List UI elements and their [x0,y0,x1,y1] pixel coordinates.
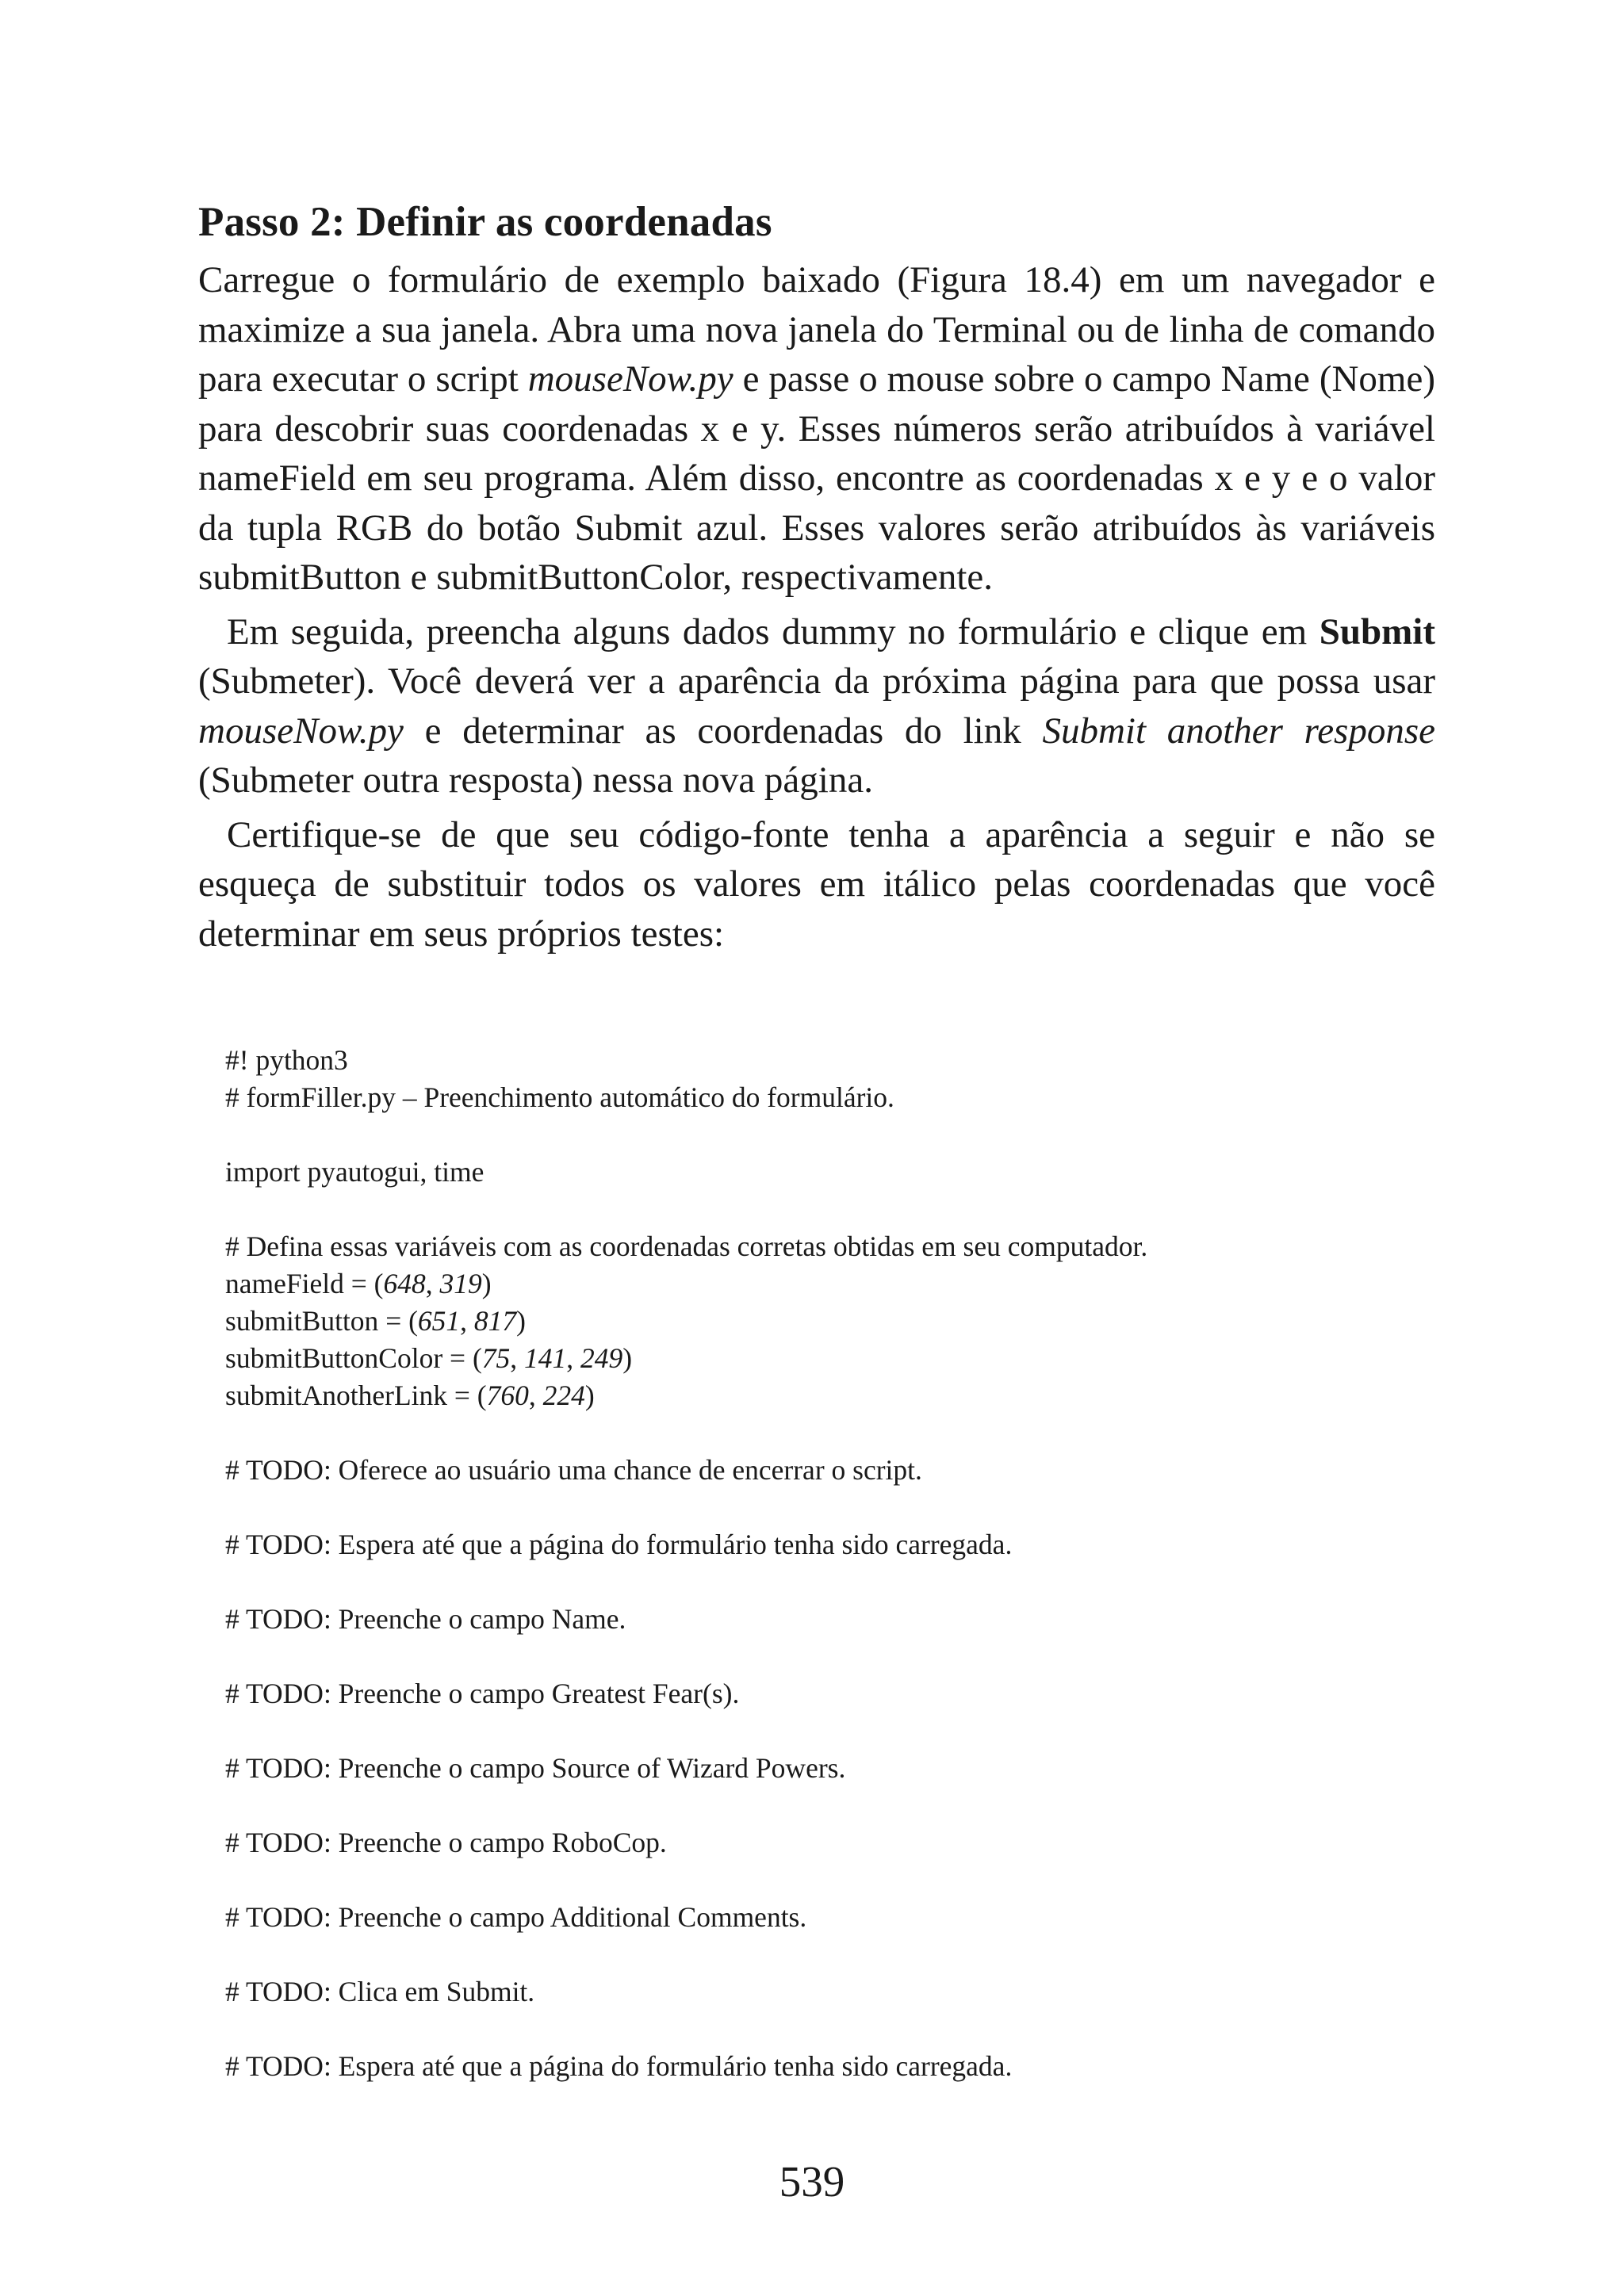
paragraph-2-italic-1: mouseNow.py [198,710,404,752]
code-todo-line: # TODO: Preenche o campo Additional Comments. [225,1901,807,1933]
var-name: nameField [225,1268,344,1299]
paragraph-1-text-2: e passe o mouse sobre o campo Name (Nome) para descobrir suas coordenadas x e y. Esses números serão atribuídos à variável nameField em seu programa. Além disso, encontre as coordenadas x e y e o valor da tupla RGB do botão Submit azul. Esses valores serão atribuídos às variáveis submitButton e submitButtonColor, respectivamente. [198,358,1435,598]
paragraph-1-italic-1: mouseNow.py [527,358,733,400]
coord-value: 224 [542,1380,585,1411]
code-todo-line: # TODO: Clica em Submit. [225,1976,535,2007]
code-todo-line: # TODO: Preenche o campo Greatest Fear(s). [225,1678,740,1709]
code-blank-line [225,1563,1494,1601]
paragraph-2-bold-1: Submit [1319,610,1435,652]
paragraph-1 [198,255,1435,603]
code-line-submitbuttoncolor: submitButtonColor = (75, 141, 249) [225,1342,633,1374]
paragraph-2 [198,607,1435,806]
page-content [198,189,1435,959]
code-line-namefield: nameField = (648, 319) [225,1268,492,1299]
coord-value: 648 [383,1268,426,1299]
code-todo-line: # TODO: Oferece ao usuário uma chance de encerrar o script. [225,1454,922,1486]
paragraph-2-text-4: (Submeter outra resposta) nessa nova página. [198,760,873,801]
coord-value: 651 [417,1305,461,1337]
code-blank-line [225,1936,1494,1973]
section-heading: Passo 2: Definir as coordenadas [198,199,772,245]
code-blank-line [225,1191,1494,1228]
var-name: submitButton [225,1305,379,1337]
paragraph-3 [198,810,1435,959]
code-blank-line [225,1638,1494,1675]
color-value: 249 [580,1342,623,1374]
coord-value: 319 [439,1268,482,1299]
code-blank-line [225,1116,1494,1154]
var-name: submitAnotherLink [225,1380,448,1411]
color-value: 141 [524,1342,567,1374]
code-todo-line: # TODO: Preenche o campo Name. [225,1603,626,1635]
code-line-header-comment: # formFiller.py – Preenchimento automático do formulário. [225,1081,894,1113]
paragraph-1-text-1: Carregue o formulário de exemplo baixado (Figura 18.4) em um navegador e maximize a sua janela. Abra uma nova janela do Terminal ou de linha de comando para executar o script [198,259,1435,400]
paragraph-3-text-1: Certifique-se de que seu código-fonte tenha a aparência a seguir e não se esqueça de substituir todos os valores em itálico pelas coordenadas que você determinar em seus próprios testes: [198,813,1435,955]
code-line-shebang: #! python3 [225,1044,348,1076]
code-blank-line [225,1414,1494,1452]
paragraph-2-text-3: e determinar as coordenadas do link [403,710,1043,752]
code-line-import: import pyautogui, time [225,1156,485,1188]
code-blank-line [225,1489,1494,1526]
code-line-submitanotherlink: submitAnotherLink = (760, 224) [225,1380,595,1411]
code-todo-line: # TODO: Preenche o campo RoboCop. [225,1827,667,1858]
code-blank-line [225,1862,1494,1899]
code-todo-line: # TODO: Preenche o campo Source of Wizard Powers. [225,1752,846,1784]
paragraph-2-text-2: (Submeter). Você deverá ver a aparência da próxima página para que possa usar [198,660,1435,702]
code-line-submitbutton: submitButton = (651, 817) [225,1305,526,1337]
coord-value: 817 [473,1305,517,1337]
code-blank-line [225,2011,1494,2048]
code-blank-line [225,1712,1494,1750]
code-todo-line: # TODO: Espera até que a página do formulário tenha sido carregada. [225,2050,1013,2082]
coord-value: 760 [486,1380,529,1411]
code-blank-line [225,1787,1494,1824]
code-todo-line: # TODO: Espera até que a página do formulário tenha sido carregada. [225,1529,1013,1560]
var-name: submitButtonColor [225,1342,443,1374]
code-line-define-comment: # Defina essas variáveis com as coordenadas corretas obtidas em seu computador. [225,1230,1148,1262]
color-value: 75 [481,1342,511,1374]
code-listing [225,1042,1494,2085]
page-number: 539 [779,2157,845,2206]
paragraph-2-italic-2: Submit another response [1042,710,1436,752]
paragraph-2-text-1: Em seguida, preencha alguns dados dummy no formulário e clique em [227,610,1320,652]
